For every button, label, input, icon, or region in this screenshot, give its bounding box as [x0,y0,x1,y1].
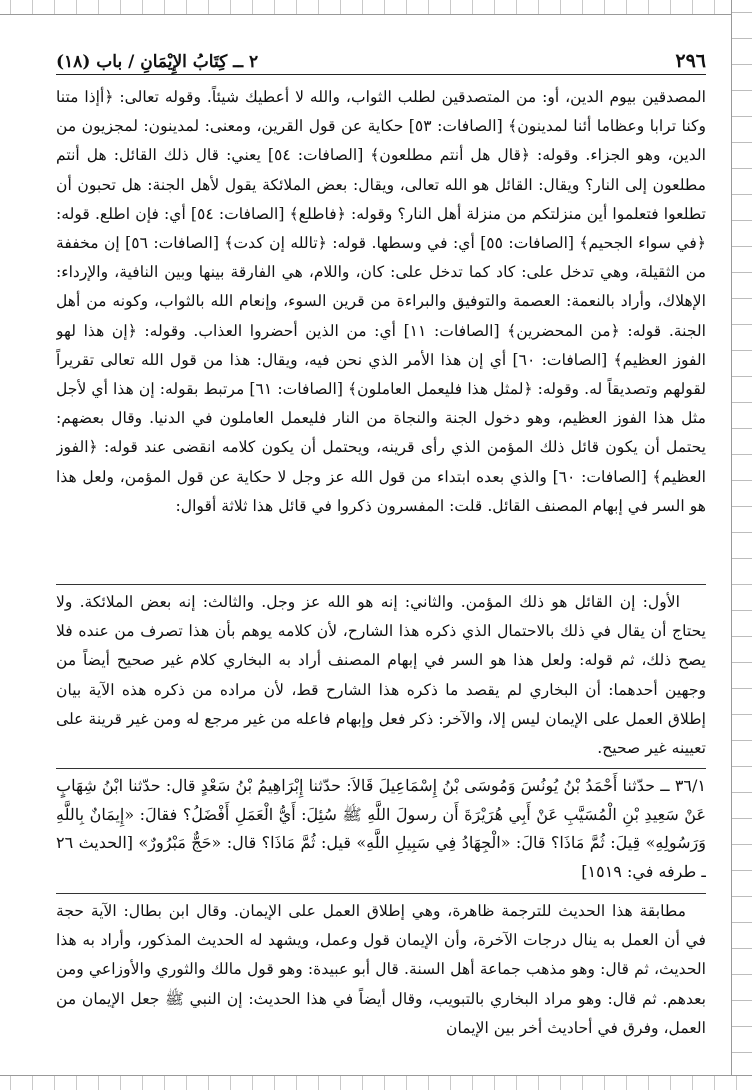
commentary-top: المصدقين بيوم الدين، أو: من المتصدقين لطلب الثواب، والله لا أعطيك شيئاً. وقوله تعالى: ﴿أإذا متنا وكنا ترابا وعظاما أئنا لمدينون﴾ [الصافات: ٥٣] حكاية عن قول القرين، ومعنى: لمدينون: لمجزيون من الدين، وهو الجزاء. وقوله: ﴿قال هل أنتم مطلعون﴾ [الصافات: ٥٤] يعني: قال ذلك القائل: هل أنتم مطلعون إلى النار؟ ويقال: القائل هو الله تعالى، ويقال: بعض الملائكة يقول لأهل الجنة: هل تحبون أن تطلعوا فتعلموا أين منزلتكم من منزلة أهل النار؟ وقوله: ﴿فاطلع﴾ [الصافات: ٥٤] أي: فإن اطلع. قوله: ﴿في سواء الجحيم﴾ [الصافات: ٥٥] أي: في وسطها. قوله: ﴿تالله إن كدت﴾ [الصافات: ٥٦] إن مخففة من الثقيلة، وهي تدخل على: كاد كما تدخل على: كان، واللام، هي الفارقة بينها وبين النافية، والإرداء: الإهلاك، وأراد بالنعمة: العصمة والتوفيق والبراءة من قرين السوء، وإنعام الله بالثواب، وكونه من أهل الجنة. قوله: ﴿من المحضرين﴾ [الصافات: ١١] أي: من الذين أحضروا العذاب. وقوله: ﴿إن هذا لهو الفوز العظيم﴾ [الصافات: ٦٠] أي إن هذا الأمر الذي نحن فيه، ويقال: هذا من قول الله تعالى تقريراً لقولهم وتصديقاً له. وقوله: ﴿لمثل هذا فليعمل العاملون﴾ [الصافات: ٦١] مرتبط بقوله: إن هذا أي لأجل مثل هذا الفوز العظيم، وهو دخول الجنة والنجاة من النار فليعمل العاملون في الدنيا. وقال بعضهم: يحتمل أن يكون قائل ذلك المؤمن الذي رأى قرينه، ويحتمل أن يكون كلامه انقضى عند قوله: ﴿الفوز العظيم﴾ [الصافات: ٦٠] والذي بعده ابتداء من قول الله عز وجل لا حكاية عن قول المؤمن، ولعل هذا هو السر في إبهام المصنف القائل. قلت: المفسرون ذكروا في قائل هذا ثلاثة أقوال: [56,88,706,515]
book-page [56,42,706,1072]
commentary-bottom: مطابقة هذا الحديث للترجمة ظاهرة، وهي إطلاق العمل على الإيمان. وقال ابن بطال: الآية حجة في أن العمل به ينال درجات الآخرة، وأن الإيمان قول وعمل، ويشهد له الحديث المذكور، وأراد به هذا الحديث، ثم قال: وهو مذهب جماعة أهل السنة. قال أبو عبيدة: وهو قول مالك والثوري والأوزاعي ومن بعدهم. ثم قال: وهو مراد البخاري بالتبويب، وقال أيضاً في هذا الحديث: إن النبي ﷺ جعل الإيمان من العمل، وفرق في أحاديث أخر بين الإيمان [56,902,706,1037]
page-header [56,42,706,75]
running-title: ٢ ــ كِتَابُ الإِيْمَانِ / باب (١٨) [56,52,259,72]
decorative-border-bottom [0,1075,752,1090]
section-divider-2 [56,768,706,769]
decorative-border-top [0,0,752,15]
section-divider-1 [56,584,706,585]
commentary-middle: الأول: إن القائل هو ذلك المؤمن. والثاني: إنه هو الله عز وجل. والثالث: إنه بعض الملائكة. ولا يحتاج أن يقال في ذلك بالاحتمال الذي ذكره هذا الشارح، لأن كلامه يوهم بأن هذا تصرف من عنده فلا يصح ذلك، ثم قوله: ولعل هذا هو السر في إبهام المصنف أراد به البخاري كلام غير صحيح أيضاً من وجهين أحدهما: أن البخاري لم يقصد ما ذكره هذا الشارح قط، لأن مراده من ذكره هذه الآية بيان إطلاق العمل على الإيمان ليس إلا، والآخر: ذكر فعل وإبهام فاعله من غير مرجع له ومن غير قرينة على تعيينه غير صحيح. [56,593,706,758]
decorative-border-right [731,0,752,1090]
hadith-text: ٣٦/١ ــ حدّثنا أَحْمَدُ بْنُ يُونُسَ وَمُوسَى بْنُ إِسْمَاعِيلَ قَالاَ: حدّثنا إِبْرَاهِيمُ بْنُ سَعْدٍ قال: حدّثنا ابْنُ شِهَابٍ عَنْ سَعِيدِ بْنِ الْمُسَيَّبِ عَنْ أَبِي هُرَيْرَةَ أَن رسولَ اللَّهِ ﷺ سُئِلَ: أَيُّ الْعَمَلِ أَفْضَلُ؟ فقالَ: «إِيمَانٌ بِاللَّهِ وَرَسُولِهِ» قِيلَ: ثُمَّ مَاذَا؟ قالَ: «الْجِهَادُ فِي سَبِيلِ اللَّهِ» قيل: ثُمَّ مَاذَا؟ قال: «حَجٌّ مَبْرُورٌ» [الحديث ٢٦ ـ طرفه في: ١٥١٩] [56,776,706,881]
section-divider-3 [56,893,706,894]
page-number: ٢٩٦ [675,50,706,72]
